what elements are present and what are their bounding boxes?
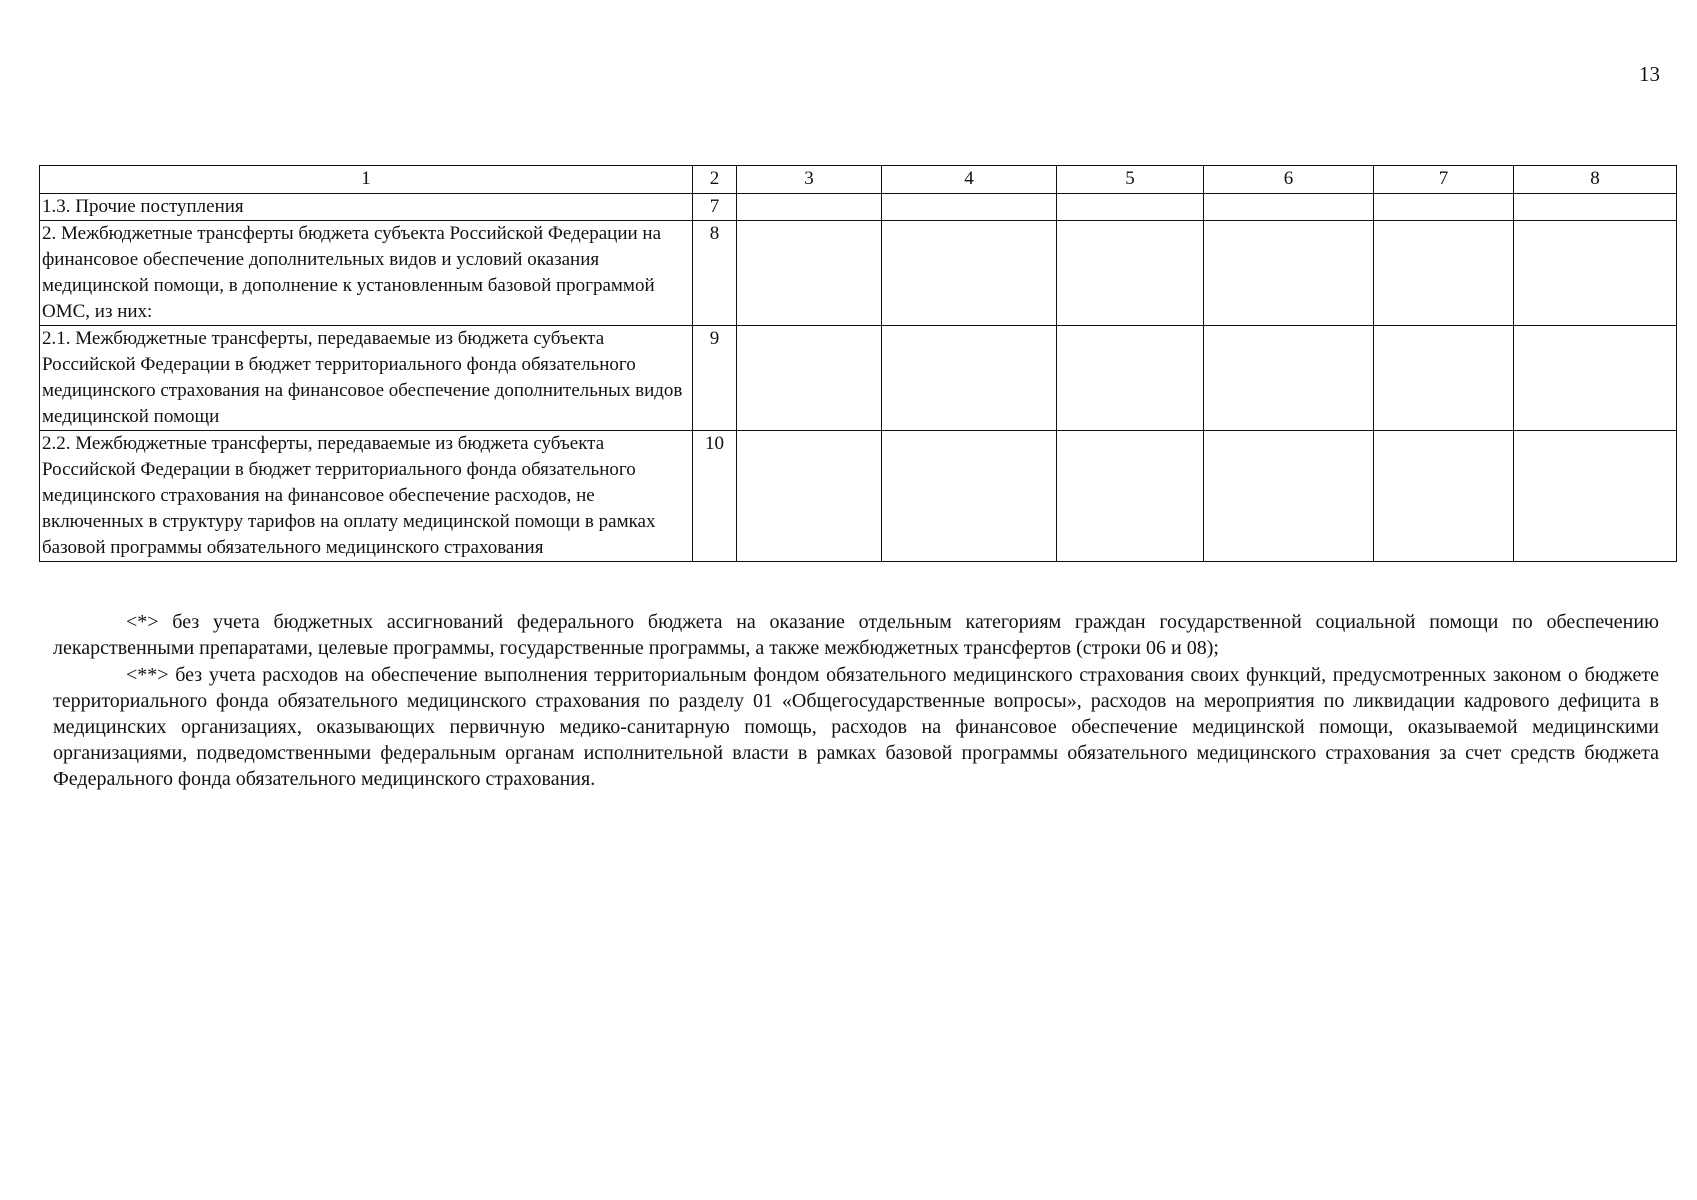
header-cell: 6 [1204, 166, 1374, 194]
empty-cell [1204, 326, 1374, 431]
row-code: 8 [693, 221, 737, 326]
table-row [40, 431, 1677, 562]
table-row [40, 194, 1677, 221]
empty-cell [1374, 221, 1514, 326]
empty-cell [737, 326, 882, 431]
footnote-single-star: <*> без учета бюджетных ассигнований федерального бюджета на оказание отдельным категориям граждан государственной социальной помощи по обеспечению лекарственными препаратами, целевые программы, государственные программы, а также межбюджетных трансфертов (строки 06 и 08); [53, 611, 1659, 659]
header-cell: 4 [882, 166, 1057, 194]
empty-cell [1514, 326, 1677, 431]
footnotes [53, 609, 1659, 793]
empty-cell [1204, 194, 1374, 221]
empty-cell [1204, 221, 1374, 326]
empty-cell [1374, 431, 1514, 562]
budget-table [39, 165, 1677, 562]
row-label: 2.2. Межбюджетные трансферты, передаваемые из бюджета субъекта Российской Федерации в бюджет территориального фонда обязательного медицинского страхования на финансовое обеспечение расходов, не включенных в структуру тарифов на оплату медицинской помощи в рамках базовой программы обязательного медицинского страхования [40, 431, 693, 562]
empty-cell [1057, 326, 1204, 431]
row-code: 7 [693, 194, 737, 221]
table-header-row [40, 166, 1677, 194]
empty-cell [882, 431, 1057, 562]
table-row [40, 326, 1677, 431]
empty-cell [1514, 221, 1677, 326]
footnote-double-star: <**> без учета расходов на обеспечение выполнения территориальным фондом обязательного медицинского страхования своих функций, предусмотренных законом о бюджете территориального фонда обязательного медицинского страхования по разделу 01 «Общегосударственные вопросы», расходов на мероприятия по ликвидации кадрового дефицита в медицинских организациях, оказывающих первичную медико-санитарную помощь, расходов на финансовое обеспечение медицинской помощи, оказываемой медицинскими организациями, подведомственными федеральным органам исполнительной власти в рамках базовой программы обязательного медицинского страхования за счет средств бюджета Федерального фонда обязательного медицинского страхования. [53, 664, 1659, 790]
empty-cell [882, 194, 1057, 221]
header-cell: 8 [1514, 166, 1677, 194]
empty-cell [1057, 194, 1204, 221]
empty-cell [1057, 431, 1204, 562]
empty-cell [882, 326, 1057, 431]
row-label: 2. Межбюджетные трансферты бюджета субъекта Российской Федерации на финансовое обеспечение дополнительных видов и условий оказания медицинской помощи, в дополнение к установленным базовой программой ОМС, из них: [40, 221, 693, 326]
header-cell: 2 [693, 166, 737, 194]
empty-cell [1514, 194, 1677, 221]
header-cell: 3 [737, 166, 882, 194]
empty-cell [1514, 431, 1677, 562]
empty-cell [737, 431, 882, 562]
empty-cell [1374, 326, 1514, 431]
empty-cell [737, 194, 882, 221]
header-cell: 1 [40, 166, 693, 194]
empty-cell [882, 221, 1057, 326]
table-row [40, 221, 1677, 326]
row-code: 9 [693, 326, 737, 431]
empty-cell [1374, 194, 1514, 221]
row-label: 2.1. Межбюджетные трансферты, передаваемые из бюджета субъекта Российской Федерации в бюджет территориального фонда обязательного медицинского страхования на финансовое обеспечение дополнительных видов медицинской помощи [40, 326, 693, 431]
empty-cell [1204, 431, 1374, 562]
header-cell: 7 [1374, 166, 1514, 194]
header-cell: 5 [1057, 166, 1204, 194]
row-label: 1.3. Прочие поступления [40, 194, 693, 221]
page-number: 13 [1639, 62, 1660, 86]
empty-cell [1057, 221, 1204, 326]
row-code: 10 [693, 431, 737, 562]
empty-cell [737, 221, 882, 326]
